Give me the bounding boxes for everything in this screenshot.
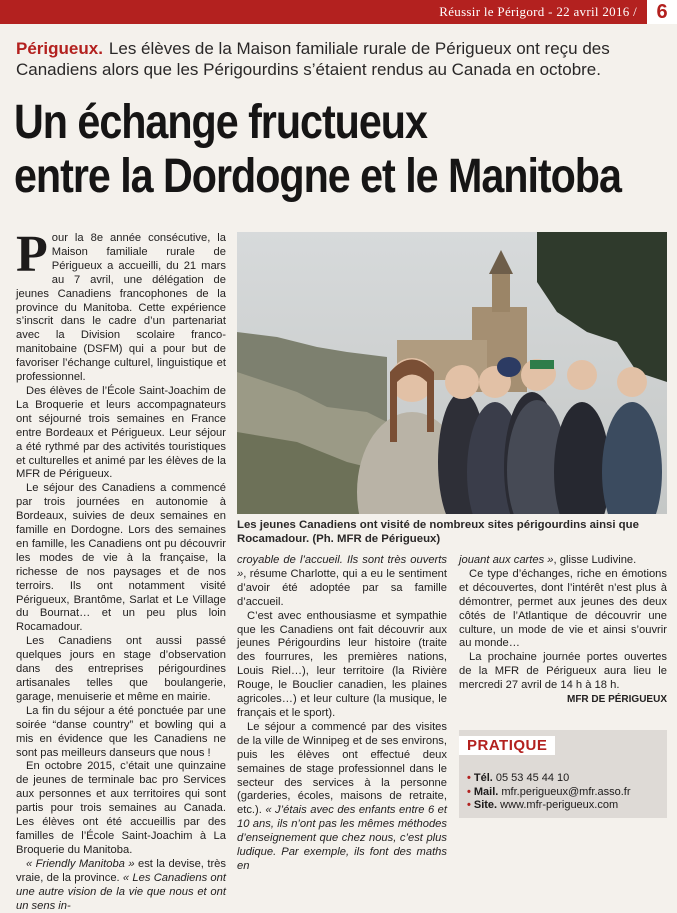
paragraph: La prochaine journée portes ouvertes de la MFR de Périgueux aura lieu le mercredi 27 avril de 14 h à 18 h. [459,651,667,692]
contact-list [467,772,667,813]
quote: « Les Canadiens ont une autre vision de la vie que nous et ont un sens in- [16,871,226,912]
bullet-icon: • [467,799,471,812]
contact-mail [467,786,667,800]
quote: « Friendly Manitoba » [26,857,135,870]
quote: « J’étais avec des enfants entre 6 et 10 ans, ils n’ont pas les mêmes méthodes d’enseignement que chez nous, c’est plus ludique. Par exemple, ils font des maths en [237,804,447,872]
article-column-3 [459,554,667,707]
article-column-2 [237,554,447,874]
paragraph [16,226,226,385]
paragraph-text: Le séjour a commencé par des visites de la ville de Winnipeg et de ses environs, puis les élèves ont effectué deux semaines de stage professionnel dans le secteur des services à la personne (garderies, écoles, maisons de retraite, etc.). [237,720,447,817]
publication-section: Réussir le Périgord - 22 avril 2016 / [439,4,637,19]
lede-place: Périgueux. [16,39,103,58]
paragraph [237,721,447,874]
photo-caption: Les jeunes Canadiens ont visité de nombreux sites périgourdins ainsi que Rocamadour. (Ph. MFR de Périgueux) [237,519,639,545]
article-column-1 [16,226,226,913]
paragraph: Les Canadiens ont aussi passé quelques jours en stage d’observation dans des entreprises périgourdines artisanales telles que boulangerie, garage, menuiserie et même en mairie. [16,635,226,703]
mail-value[interactable]: mfr.perigueux@mfr.asso.fr [501,785,631,798]
contact-phone [467,772,667,786]
article-photo [237,232,667,514]
paragraph: En octobre 2015, c’était une quinzaine de jeunes de terminale bac pro Services aux personnes et aux territoires qui sont partis pour trois semaines au Canada. Les élèves ont été accueillis par des familles de l’École Saint-Joachim à La Broquerie du Manitoba. [16,760,226,856]
practical-info-title: PRATIQUE [459,736,555,755]
site-value[interactable]: www.mfr-perigueux.com [500,799,619,812]
paragraph: Ce type d’échanges, riche en émotions et découvertes, dont l’intérêt n’est plus à démontrer, permet aux jeunes des deux côtés de l’Atlantique de découvrir une culture, un mode de vie et ainsi s’ouvrir au monde… [459,567,667,650]
paragraph [237,554,447,610]
bullet-icon: • [467,785,471,798]
article-lede [16,38,666,80]
phone-label: Tél. [473,772,493,784]
lede-text: Les élèves de la Maison familiale rurale de Périgueux ont reçu des Canadiens alors que les Périgourdins s’étaient rendus au Canada en octobre. [16,39,610,79]
phone-value: 05 53 45 44 10 [495,772,570,784]
quote: jouant aux cartes » [459,554,554,566]
paragraph: Le séjour des Canadiens a commencé par trois journées en autonomie à Bordeaux, suivies de deux semaines en famille en Dordogne. Lors des semaines en famille, les Canadiens ont pu découvrir les modes de vie à la française, la richesse de nos paysages et de nos terroirs. Ils ont notamment visité Périgueux, Brantôme, Sarlat et Le Village du Bournat… et un peu plus loin Rocamadour. [16,482,226,634]
page-header-bar [0,0,677,24]
drop-cap: P [16,226,48,283]
paragraph: Des élèves de l’École Saint-Joachim de La Broquerie et leurs accompagnateurs ont séjourné trois semaines en France entre Bordeaux et Périgueux. Leur séjour a été rythmé par des activités touristiques et culturelles et animé par les élèves de la MFR de Périgueux. [16,384,226,481]
contact-site [467,799,667,813]
headline-line-2: entre la Dordogne et le Manitoba [14,150,621,203]
headline-line-1: Un échange fructueux [14,96,427,149]
paragraph-text: our la 8e année consécutive, la Maison familiale rurale de Périgueux a accueilli, du 21 mars au 7 avril, une délégation de jeunes Canadiens francophones de la province du Manitoba. Cette expérience s’inscrit dans le cadre d’un partenariat avec la Division scolaire franco-manitobaine (DSFM) qui a pour but de favoriser l’échange culturel, linguistique et professionnel. [16,232,226,384]
paragraph-text: est la devise, très vraie, de la province. [16,857,226,884]
article-headline [14,96,621,204]
bullet-icon: • [467,772,471,784]
site-label: Site. [473,799,498,812]
practical-info-box [459,730,667,818]
page-number: 6 [644,0,677,24]
mail-label: Mail. [473,785,499,798]
quote: croyable de l’accueil. Ils sont très ouverts » [237,554,447,580]
paragraph: C’est avec enthousiasme et sympathie que les Canadiens ont fait découvrir aux jeunes Périgourdins leur histoire (traite des fourrures, les premières nations, Louis Riel…), leur territoire (la Rivière Rouge, le Bouclier canadien, les plaines agricoles…) et leur culture (la musique, le français et le sport). [237,609,447,719]
paragraph: La fin du séjour a été ponctuée par une soirée “danse country” et bowling qui a mis en évidence que les Canadiens ne sont pas meilleurs danseurs que nous ! [16,704,226,759]
paragraph [459,554,667,568]
author-signature: MFR DE PÉRIGUEUX [566,694,667,706]
paragraph-text: , résume Charlotte, qui a eu le sentiment d’avoir été adoptée par sa famille d’accueil. [237,567,447,608]
paragraph [16,858,226,913]
group-photo-illustration [237,232,667,514]
paragraph-text: , glisse Ludivine. [553,554,637,566]
